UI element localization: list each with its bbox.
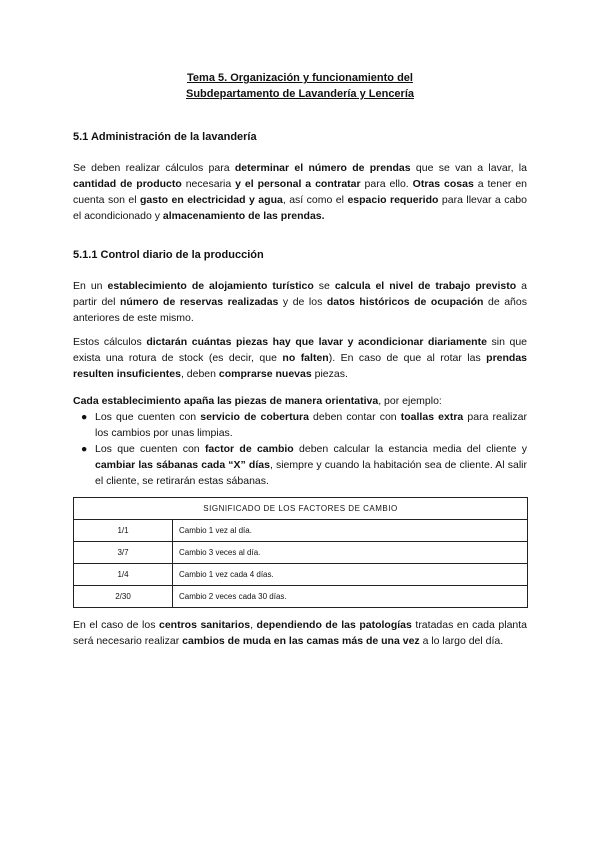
table-header-row (74, 498, 528, 520)
heading-5-1: 5.1 Administración de la lavandería (73, 131, 257, 143)
document-title (0, 70, 600, 102)
factor-description: Cambio 1 vez cada 4 días. (173, 564, 528, 586)
table-row (74, 586, 528, 608)
factor-code: 2/30 (74, 586, 173, 608)
factor-code: 3/7 (74, 542, 173, 564)
paragraph-orientativa: Cada establecimiento apaña las piezas de manera orientativa, por ejemplo: (73, 395, 442, 407)
factor-description: Cambio 3 veces al día. (173, 542, 528, 564)
bullet-dot: ● (81, 443, 88, 455)
paragraph-establecimiento: En un establecimiento de alojamiento turístico se calcula el nivel de trabajo previsto a partir del número de reservas realizadas y de los datos históricos de ocupación de años anteriores de este mismo. (73, 280, 527, 324)
factor-description: Cambio 1 vez al día. (173, 520, 528, 542)
factor-code: 1/4 (74, 564, 173, 586)
bullet-item: ● Los que cuenten con servicio de cobertura deben contar con toallas extra para realizar los cambios por unas limpias. (81, 411, 527, 439)
bullet-dot: ● (81, 411, 88, 423)
factor-code: 1/1 (74, 520, 173, 542)
paragraph-centros-sanitarios: En el caso de los centros sanitarios, dependiendo de las patologías tratadas en cada planta será necesario realizar cambios de muda en las camas más de una vez a lo largo del día. (73, 619, 528, 647)
table-row (74, 520, 528, 542)
paragraph-calculos: Estos cálculos dictarán cuántas piezas hay que lavar y acondicionar diariamente sin que exista una rotura de stock (es decir, que no falten). En caso de que al rotar las prendas resulten insuficientes, deben comprarse nuevas piezas. (73, 336, 528, 380)
table-row (74, 542, 528, 564)
table-row (74, 564, 528, 586)
bullet-list (73, 409, 527, 489)
heading-5-1-1: 5.1.1 Control diario de la producción (73, 249, 264, 261)
bullet-item: ● Los que cuenten con factor de cambio deben calcular la estancia media del cliente y cambiar las sábanas cada “X” días, siempre y cuando la habitación sea de cliente. Al salir el cliente, se retirarán estas sábanas. (81, 443, 527, 487)
title-line-1: Tema 5. Organización y funcionamiento del (187, 72, 413, 84)
factors-table (73, 497, 528, 608)
factor-description: Cambio 2 veces cada 30 días. (173, 586, 528, 608)
table-header: SIGNIFICADO DE LOS FACTORES DE CAMBIO (74, 498, 528, 520)
paragraph-administracion: Se deben realizar cálculos para determinar el número de prendas que se van a lavar, la cantidad de producto necesaria y el personal a contratar para ello. Otras cosas a tener en cuenta son el gasto en electricidad y agua, así como el espacio requerido para llevar a cabo el acondicionado y almacenamiento de las prendas. (73, 162, 528, 222)
title-line-2: Subdepartamento de Lavandería y Lencería (185, 88, 415, 100)
